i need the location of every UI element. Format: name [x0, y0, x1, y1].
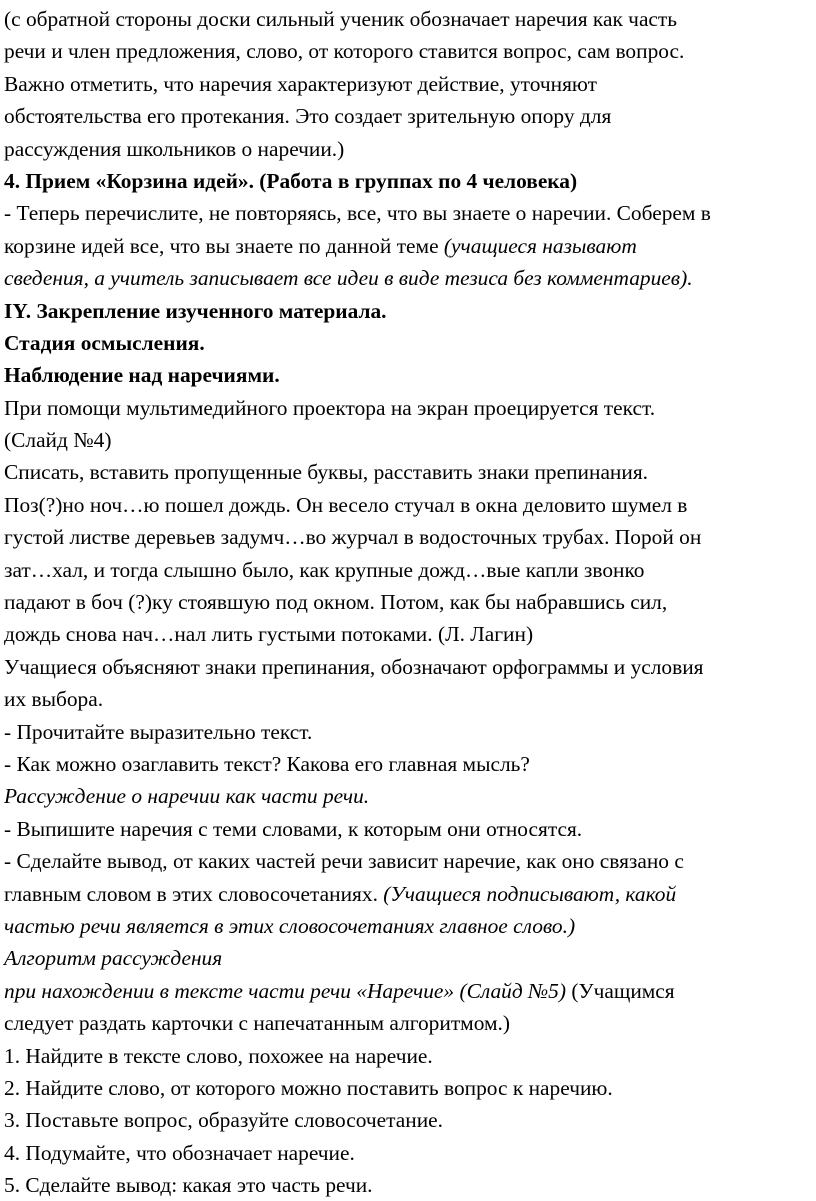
exercise-line-5: дождь снова нач…нал лить густыми потоками. (Л. Лагин)	[4, 622, 534, 647]
intro-line-1: (с обратной стороны доски сильный ученик обозначает наречия как часть	[4, 7, 678, 31]
explain-line-2: их выбора.	[4, 687, 104, 712]
question-2: - Как можно озаглавить текст? Какова его главная мысль?	[4, 751, 530, 776]
basket-line-3: сведения, а учитель записывает все идеи в виде тезиса без комментариев).	[4, 266, 693, 291]
exercise-line-4: падают в боч (?)ку стоявшую под окном. Потом, как бы набравшись сил,	[4, 590, 668, 615]
basket-line-2	[4, 230, 816, 262]
basket-line-2-text: корзине идей все, что вы знаете по данной теме	[4, 233, 444, 258]
basket-line-2-note: (учащиеся называют	[443, 233, 637, 258]
algorithm-step-5: 5. Сделайте вывод: какая это часть речи.	[4, 1173, 373, 1198]
algorithm-step-2: 2. Найдите слово, от которого можно поставить вопрос к наречию.	[4, 1075, 613, 1100]
stage-heading: Стадия осмысления.	[4, 330, 205, 355]
basket-line-1: - Теперь перечислите, не повторяясь, все, что вы знаете о наречии. Соберем в	[4, 201, 711, 226]
algorithm-step-4: 4. Подумайте, что обозначает наречие.	[4, 1140, 355, 1165]
exercise-line-3: зат…хал, и тогда слышно было, как крупные дожд…вые капли звонко	[4, 557, 645, 582]
algorithm-subtitle-line-2: следует раздать карточки с напечатанным алгоритмом.)	[4, 1011, 510, 1036]
question-1: - Прочитайте выразительно текст.	[4, 719, 313, 744]
basket-heading: 4. Прием «Корзина идей». (Работа в группах по 4 человека)	[4, 168, 578, 193]
intro-line-3: Важно отметить, что наречия характеризуют действие, уточняют	[4, 71, 597, 96]
algorithm-subtitle	[4, 975, 816, 1007]
algorithm-subtitle-note: (Учащимся	[565, 978, 675, 1003]
algorithm-step-1: 1. Найдите в тексте слово, похожее на наречие.	[4, 1043, 433, 1068]
observation-heading: Наблюдение над наречиями.	[4, 363, 280, 388]
exercise-line-1: Поз(?)но ноч…ю пошел дождь. Он весело стучал в окна деловито шумел в	[4, 492, 688, 517]
projector-line-1: При помощи мультимедийного проектора на экран проецируется текст.	[4, 395, 656, 420]
reasoning-title: Рассуждение о наречии как части речи.	[4, 784, 370, 809]
intro-line-5: рассуждения школьников о наречии.)	[4, 136, 345, 161]
exercise-line-2: густой листве деревьев задумч…во журчал в водосточных трубах. Порой он	[4, 525, 702, 550]
algorithm-subtitle-italic: при нахождении в тексте части речи «Наречие» (Слайд №5)	[4, 978, 566, 1003]
explain-line-1: Учащиеся объясняют знаки препинания, обозначают орфограммы и условия	[4, 654, 704, 679]
reasoning-question-2-line-1: - Сделайте вывод, от каких частей речи зависит наречие, как оно связано с	[4, 849, 684, 874]
reasoning-question-2-text: главным словом в этих словосочетаниях.	[4, 881, 384, 906]
reasoning-question-2-line-3: частью речи является в этих словосочетаниях главное слово.)	[4, 913, 576, 938]
section-heading: IY. Закрепление изученного материала.	[4, 298, 387, 323]
projector-line-2: (Слайд №4)	[4, 428, 112, 453]
task-line: Списать, вставить пропущенные буквы, расставить знаки препинания.	[4, 460, 649, 485]
intro-line-2: речи и член предложения, слово, от которого ставится вопрос, сам вопрос.	[4, 39, 685, 64]
reasoning-question-2-line-2	[4, 878, 816, 910]
reasoning-question-2-note: (Учащиеся подписывают, какой	[383, 881, 677, 906]
reasoning-question-1: - Выпишите наречия с теми словами, к которым они относятся.	[4, 816, 583, 841]
intro-line-4: обстоятельства его протекания. Это создает зрительную опору для	[4, 104, 612, 129]
algorithm-step-3: 3. Поставьте вопрос, образуйте словосочетание.	[4, 1108, 443, 1133]
algorithm-title: Алгоритм рассуждения	[4, 946, 223, 971]
